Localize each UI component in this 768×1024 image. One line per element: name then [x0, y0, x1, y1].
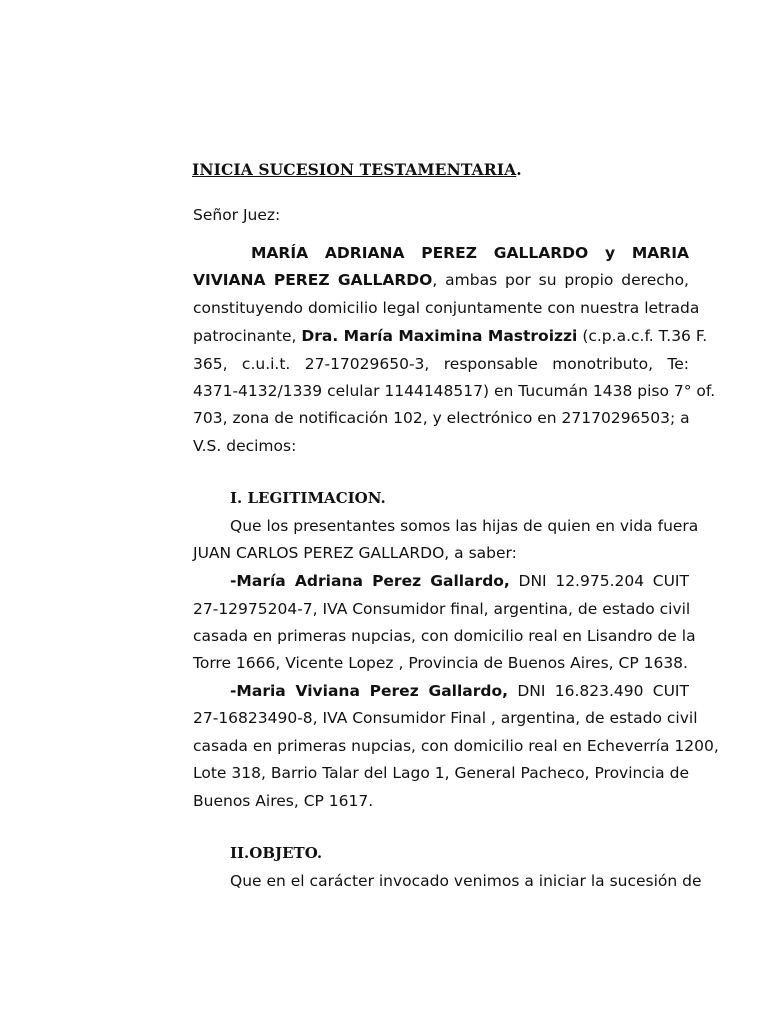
- party-2-line-1: [230, 681, 689, 701]
- intro-line-2: [193, 270, 689, 290]
- intro-line-3: constituyendo domicilio legal conjuntamente con nuestra letrada: [193, 299, 700, 317]
- intro-line-8: V.S. decimos:: [193, 437, 297, 455]
- party-2-name: -Maria Viviana Perez Gallardo,: [230, 682, 509, 700]
- intro-line-1: MARÍA ADRIANA PEREZ GALLARDO y MARIA: [251, 244, 689, 262]
- party-2-id: DNI 16.823.490 CUIT: [517, 682, 689, 700]
- document-title-text: INICIA SUCESION TESTAMENTARIA: [192, 160, 517, 179]
- intro-line-4-pre: patrocinante,: [193, 327, 297, 345]
- party-1-line-1: [230, 571, 689, 591]
- intro-line-5: 365, c.u.i.t. 27-17029650-3, responsable monotributo, Te:: [193, 355, 689, 373]
- intro-line-4: [193, 326, 708, 346]
- party-1-id: DNI 12.975.204 CUIT: [518, 572, 689, 590]
- legitimacion-line-2: JUAN CARLOS PEREZ GALLARDO, a saber:: [193, 544, 517, 562]
- party-2-line-3: casada en primeras nupcias, con domicilio real en Echeverría 1200,: [193, 737, 719, 755]
- party-1-line-4: Torre 1666, Vicente Lopez , Provincia de Buenos Aires, CP 1638.: [193, 654, 688, 672]
- intro-line-2-rest: , ambas por su propio derecho,: [432, 271, 689, 289]
- document-title: [192, 160, 522, 179]
- intro-line-6: 4371-4132/1339 celular 1144148517) en Tucumán 1438 piso 7° of.: [193, 382, 716, 400]
- attorney-name: Dra. María Maximina Mastroizzi: [301, 327, 578, 345]
- party-2-line-4: Lote 318, Barrio Talar del Lago 1, General Pacheco, Provincia de: [193, 764, 689, 782]
- document-title-period: .: [516, 160, 522, 179]
- party-2-line-5: Buenos Aires, CP 1617.: [193, 792, 374, 810]
- salutation: Señor Juez:: [193, 206, 281, 224]
- party-1-name: -María Adriana Perez Gallardo,: [230, 572, 510, 590]
- party-1-line-2: 27-12975204-7, IVA Consumidor final, argentina, de estado civil: [193, 600, 691, 618]
- party-2-line-2: 27-16823490-8, IVA Consumidor Final , argentina, de estado civil: [193, 709, 698, 727]
- intro-line-4-post: (c.p.a.c.f. T.36 F.: [582, 327, 708, 345]
- legitimacion-line-1: Que los presentantes somos las hijas de quien en vida fuera: [230, 517, 699, 535]
- intro-line-7: 703, zona de notificación 102, y electrónico en 27170296503; a: [193, 409, 690, 427]
- intro-name-2: VIVIANA PEREZ GALLARDO: [193, 271, 433, 289]
- section-heading-objeto: II.OBJETO.: [230, 844, 323, 862]
- objeto-line-1: Que en el carácter invocado venimos a iniciar la sucesión de: [230, 872, 702, 890]
- party-1-line-3: casada en primeras nupcias, con domicilio real en Lisandro de la: [193, 627, 696, 645]
- section-heading-legitimacion: I. LEGITIMACION.: [230, 489, 386, 507]
